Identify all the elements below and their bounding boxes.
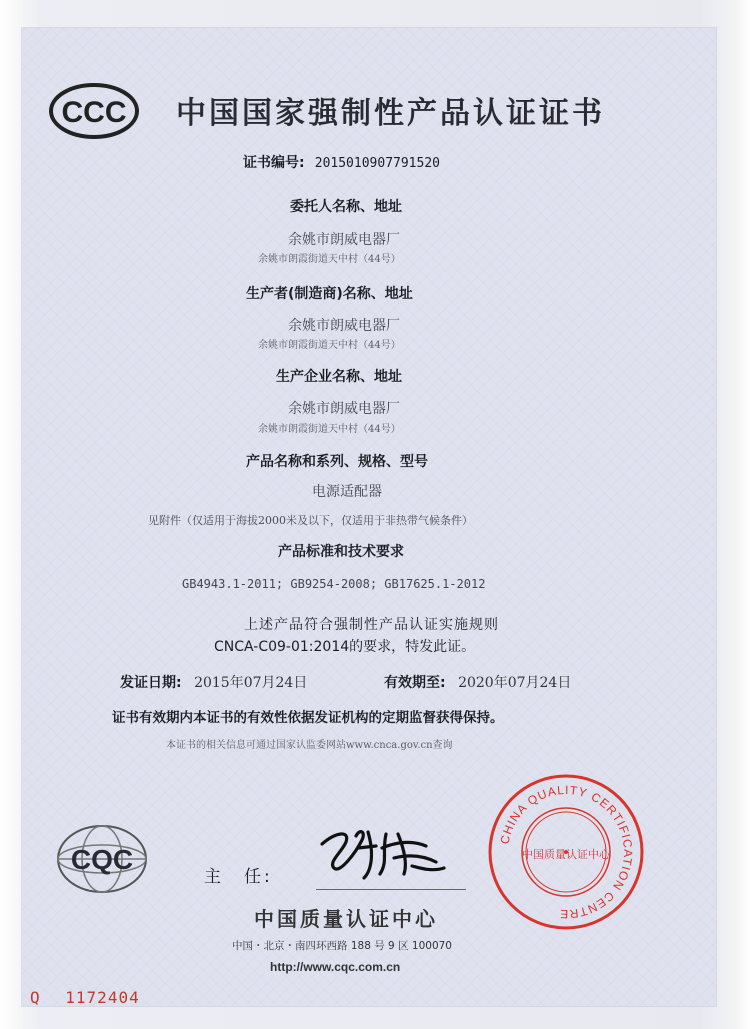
manufacturer-heading: 生产者(制造商)名称、地址	[246, 286, 413, 302]
serial-prefix: Q	[30, 988, 41, 1007]
certificate-title: 中国国家强制性产品认证证书	[176, 96, 605, 131]
certificate-number-label: 证书编号:	[243, 155, 305, 171]
statement-line-1: 上述产品符合强制性产品认证实施规则	[244, 617, 499, 633]
client-heading: 委托人名称、地址	[290, 199, 402, 215]
signature-line	[316, 889, 466, 890]
director-signature-icon	[316, 822, 456, 890]
certificate-number-value: 2015010907791520	[314, 156, 440, 171]
cqc-seal-icon	[486, 772, 646, 936]
issue-date-label: 发证日期:	[120, 675, 182, 691]
ccc-logo-text: CCC	[61, 96, 127, 129]
manufacturer-name: 余姚市朗威电器厂	[288, 318, 400, 334]
issuer-url: http://www.cqc.com.cn	[270, 960, 401, 974]
product-heading: 产品名称和系列、规格、型号	[246, 454, 428, 470]
standards-value: GB4943.1-2011; GB9254-2008; GB17625.1-2012	[182, 577, 486, 591]
factory-address: 余姚市朗霞街道天中村（44号）	[258, 424, 401, 435]
cqc-logo-icon	[54, 822, 150, 900]
seal-center-text: 中国质量认证中心	[522, 848, 610, 861]
director-label: 主 任:	[204, 867, 273, 887]
product-name: 电源适配器	[312, 484, 382, 500]
expiry-date-value: 2020年07月24日	[458, 675, 572, 691]
issuer-name: 中国质量认证中心	[254, 907, 438, 931]
expiry-date-row	[384, 672, 571, 692]
manufacturer-address: 余姚市朗霞街道天中村（44号）	[258, 340, 401, 351]
cqc-logo-text: CQC	[70, 844, 134, 875]
query-note: 本证书的相关信息可通过国家认监委网站www.cnca.gov.cn查询	[166, 740, 453, 751]
standards-heading: 产品标准和技术要求	[278, 544, 404, 560]
factory-name: 余姚市朗威电器厂	[288, 401, 400, 417]
seal-ring-text: CHINA QUALITY CERTIFICATION CENTRE	[497, 782, 636, 922]
certificate-number-row	[243, 152, 440, 172]
expiry-date-label: 有效期至:	[384, 675, 446, 691]
issue-date-value: 2015年07月24日	[194, 675, 308, 691]
product-note: 见附件（仅适用于海拔2000米及以下，仅适用于非热带气候条件）	[148, 514, 473, 527]
validity-note: 证书有效期内本证书的有效性依据发证机构的定期监督获得保持。	[112, 710, 504, 726]
client-address: 余姚市朗霞街道天中村（44号）	[258, 254, 401, 265]
statement-line-2: CNCA-C09-01:2014的要求，特发此证。	[214, 639, 476, 655]
ccc-logo-icon	[48, 82, 140, 144]
client-name: 余姚市朗威电器厂	[288, 232, 400, 248]
factory-heading: 生产企业名称、地址	[276, 369, 402, 385]
serial-value: 1172404	[65, 988, 140, 1007]
serial-number	[30, 988, 140, 1007]
issue-date-row	[120, 672, 307, 692]
issuer-address: 中国・北京・南四环西路 188 号 9 区 100070	[232, 940, 452, 952]
